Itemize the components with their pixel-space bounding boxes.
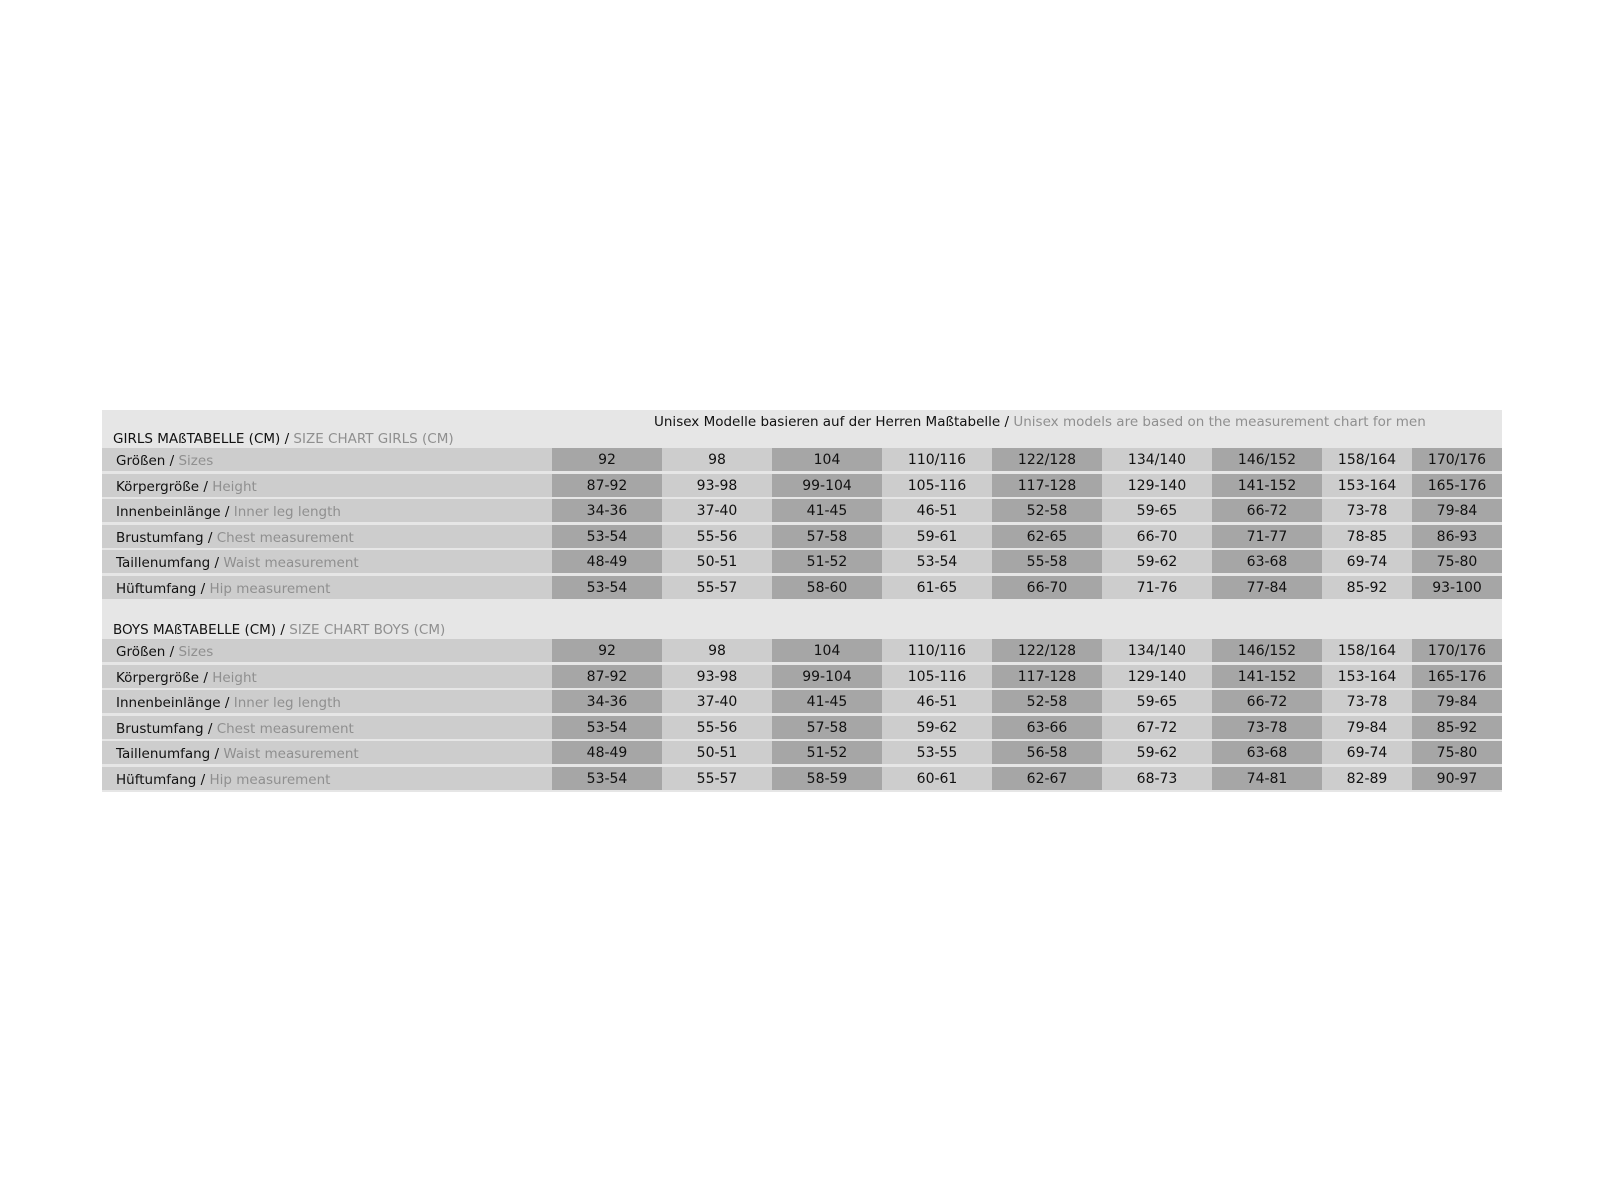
row-label <box>116 668 257 688</box>
row-label-en: Sizes <box>174 644 214 660</box>
table-cell: 117-128 <box>992 665 1102 688</box>
table-cell: 105-116 <box>907 669 967 685</box>
boys-row-waist <box>102 741 1502 764</box>
table-cell: 57-58 <box>772 716 882 739</box>
table-cell: 37-40 <box>696 694 738 710</box>
table-cell: 170/176 <box>1412 448 1502 471</box>
girls-title-en: SIZE CHART GIRLS (CM) <box>289 431 454 447</box>
row-label <box>116 553 359 573</box>
row-label <box>116 579 330 599</box>
boys-section-title <box>113 621 445 639</box>
row-label-de: Hüftumfang / <box>116 581 206 597</box>
row-label-en: Inner leg length <box>229 504 341 520</box>
table-cell: 53-54 <box>916 554 958 570</box>
table-cell: 59-62 <box>1136 745 1178 761</box>
table-cell: 99-104 <box>772 474 882 497</box>
row-label-de: Hüftumfang / <box>116 772 206 788</box>
table-cell: 77-84 <box>1212 576 1322 599</box>
table-cell: 41-45 <box>772 499 882 522</box>
row-label-de: Brustumfang / <box>116 530 213 546</box>
row-label-de: Taillenumfang / <box>116 746 220 762</box>
row-label-de: Körpergröße / <box>116 670 208 686</box>
table-cell: 60-61 <box>916 771 958 787</box>
table-cell: 92 <box>552 639 662 662</box>
table-cell: 104 <box>772 448 882 471</box>
table-cell: 55-56 <box>696 529 738 545</box>
table-cell: 34-36 <box>552 690 662 713</box>
table-cell: 110/116 <box>907 452 967 468</box>
table-cell: 90-97 <box>1412 767 1502 790</box>
table-cell: 53-54 <box>552 525 662 548</box>
table-cell: 59-62 <box>1136 554 1178 570</box>
table-cell: 73-78 <box>1346 503 1388 519</box>
row-label-de: Taillenumfang / <box>116 555 220 571</box>
table-cell: 51-52 <box>772 550 882 573</box>
table-cell: 66-70 <box>992 576 1102 599</box>
girls-row-chest <box>102 525 1502 548</box>
table-cell: 129-140 <box>1127 669 1187 685</box>
table-cell: 141-152 <box>1212 665 1322 688</box>
girls-row-sizes <box>102 448 1502 471</box>
boys-row-sizes <box>102 639 1502 662</box>
table-cell: 79-84 <box>1412 499 1502 522</box>
table-cell: 55-57 <box>696 771 738 787</box>
row-label-de: Körpergröße / <box>116 479 208 495</box>
girls-row-height <box>102 474 1502 497</box>
table-cell: 50-51 <box>696 745 738 761</box>
row-label-de: Größen / <box>116 453 175 469</box>
table-cell: 52-58 <box>992 499 1102 522</box>
table-cell: 117-128 <box>992 474 1102 497</box>
table-cell: 99-104 <box>772 665 882 688</box>
row-label-de: Innenbeinlänge / <box>116 504 230 520</box>
row-label-en: Height <box>207 479 257 495</box>
row-label <box>116 528 354 548</box>
table-cell: 79-84 <box>1412 690 1502 713</box>
boys-row-inner-leg <box>102 690 1502 713</box>
table-cell: 122/128 <box>992 448 1102 471</box>
table-cell: 75-80 <box>1412 741 1502 764</box>
table-cell: 75-80 <box>1412 550 1502 573</box>
table-cell: 46-51 <box>916 503 958 519</box>
row-label-en: Inner leg length <box>229 695 341 711</box>
table-cell: 48-49 <box>552 550 662 573</box>
table-cell: 170/176 <box>1412 639 1502 662</box>
unisex-note-de: Unisex Modelle basieren auf der Herren Maßtabelle / <box>654 414 1010 430</box>
row-label <box>116 502 341 522</box>
table-cell: 41-45 <box>772 690 882 713</box>
table-cell: 134/140 <box>1127 643 1187 659</box>
table-cell: 59-65 <box>1136 694 1178 710</box>
table-cell: 129-140 <box>1127 478 1187 494</box>
table-cell: 67-72 <box>1136 720 1178 736</box>
row-label-en: Sizes <box>174 453 214 469</box>
table-cell: 85-92 <box>1412 716 1502 739</box>
row-label-en: Height <box>207 670 257 686</box>
table-cell: 55-56 <box>696 720 738 736</box>
table-cell: 141-152 <box>1212 474 1322 497</box>
row-label <box>116 770 330 790</box>
table-cell: 62-65 <box>992 525 1102 548</box>
table-cell: 51-52 <box>772 741 882 764</box>
row-label-de: Brustumfang / <box>116 721 213 737</box>
table-cell: 69-74 <box>1346 554 1388 570</box>
row-label <box>116 451 213 471</box>
unisex-note <box>654 413 1426 431</box>
table-cell: 158/164 <box>1337 643 1397 659</box>
table-cell: 59-61 <box>916 529 958 545</box>
table-cell: 98 <box>708 452 726 468</box>
table-cell: 53-54 <box>552 576 662 599</box>
table-cell: 57-58 <box>772 525 882 548</box>
table-cell: 52-58 <box>992 690 1102 713</box>
boys-row-chest <box>102 716 1502 739</box>
table-cell: 55-58 <box>992 550 1102 573</box>
table-cell: 79-84 <box>1346 720 1388 736</box>
table-cell: 56-58 <box>992 741 1102 764</box>
row-label-de: Größen / <box>116 644 175 660</box>
table-cell: 74-81 <box>1212 767 1322 790</box>
row-label-en: Chest measurement <box>212 530 354 546</box>
row-label-en: Waist measurement <box>219 555 359 571</box>
table-cell: 53-55 <box>916 745 958 761</box>
table-cell: 85-92 <box>1346 580 1388 596</box>
table-cell: 93-98 <box>696 669 738 685</box>
table-cell: 165-176 <box>1412 665 1502 688</box>
table-cell: 50-51 <box>696 554 738 570</box>
row-label-en: Hip measurement <box>205 581 331 597</box>
table-cell: 69-74 <box>1346 745 1388 761</box>
table-cell: 48-49 <box>552 741 662 764</box>
row-label-de: Innenbeinlänge / <box>116 695 230 711</box>
table-cell: 82-89 <box>1346 771 1388 787</box>
unisex-note-en: Unisex models are based on the measurement chart for men <box>1009 414 1426 430</box>
row-label-en: Chest measurement <box>212 721 354 737</box>
table-cell: 86-93 <box>1412 525 1502 548</box>
table-cell: 58-60 <box>772 576 882 599</box>
table-cell: 78-85 <box>1346 529 1388 545</box>
table-cell: 93-98 <box>696 478 738 494</box>
table-cell: 63-68 <box>1212 741 1322 764</box>
girls-row-hip <box>102 576 1502 599</box>
table-cell: 46-51 <box>916 694 958 710</box>
row-label <box>116 744 359 764</box>
table-cell: 134/140 <box>1127 452 1187 468</box>
table-cell: 93-100 <box>1412 576 1502 599</box>
table-cell: 68-73 <box>1136 771 1178 787</box>
table-cell: 37-40 <box>696 503 738 519</box>
table-cell: 92 <box>552 448 662 471</box>
table-cell: 105-116 <box>907 478 967 494</box>
table-cell: 63-68 <box>1212 550 1322 573</box>
girls-title-de: GIRLS MAßTABELLE (CM) / <box>113 431 290 447</box>
table-cell: 59-65 <box>1136 503 1178 519</box>
table-cell: 122/128 <box>992 639 1102 662</box>
table-cell: 34-36 <box>552 499 662 522</box>
table-cell: 53-54 <box>552 767 662 790</box>
boys-title-en: SIZE CHART BOYS (CM) <box>284 622 446 638</box>
row-label <box>116 642 213 662</box>
table-cell: 66-70 <box>1136 529 1178 545</box>
girls-row-waist <box>102 550 1502 573</box>
table-cell: 66-72 <box>1212 690 1322 713</box>
table-cell: 61-65 <box>916 580 958 596</box>
row-label <box>116 719 354 739</box>
table-cell: 153-164 <box>1337 669 1397 685</box>
table-cell: 71-77 <box>1212 525 1322 548</box>
row-label-en: Waist measurement <box>219 746 359 762</box>
table-cell: 59-62 <box>916 720 958 736</box>
table-cell: 63-66 <box>992 716 1102 739</box>
boys-row-hip <box>102 767 1502 790</box>
row-label <box>116 693 341 713</box>
boys-title-de: BOYS MAßTABELLE (CM) / <box>113 622 285 638</box>
table-cell: 73-78 <box>1346 694 1388 710</box>
table-cell: 98 <box>708 643 726 659</box>
table-cell: 158/164 <box>1337 452 1397 468</box>
table-cell: 153-164 <box>1337 478 1397 494</box>
boys-row-height <box>102 665 1502 688</box>
table-cell: 58-59 <box>772 767 882 790</box>
table-cell: 104 <box>772 639 882 662</box>
table-cell: 146/152 <box>1212 639 1322 662</box>
table-cell: 55-57 <box>696 580 738 596</box>
size-chart <box>102 410 1502 792</box>
table-cell: 62-67 <box>992 767 1102 790</box>
table-cell: 110/116 <box>907 643 967 659</box>
girls-row-inner-leg <box>102 499 1502 522</box>
table-cell: 146/152 <box>1212 448 1322 471</box>
row-label <box>116 477 257 497</box>
girls-section-title <box>113 430 454 448</box>
table-cell: 165-176 <box>1412 474 1502 497</box>
table-cell: 53-54 <box>552 716 662 739</box>
row-label-en: Hip measurement <box>205 772 331 788</box>
table-cell: 73-78 <box>1212 716 1322 739</box>
table-cell: 71-76 <box>1136 580 1178 596</box>
table-cell: 87-92 <box>552 665 662 688</box>
table-cell: 87-92 <box>552 474 662 497</box>
table-cell: 66-72 <box>1212 499 1322 522</box>
